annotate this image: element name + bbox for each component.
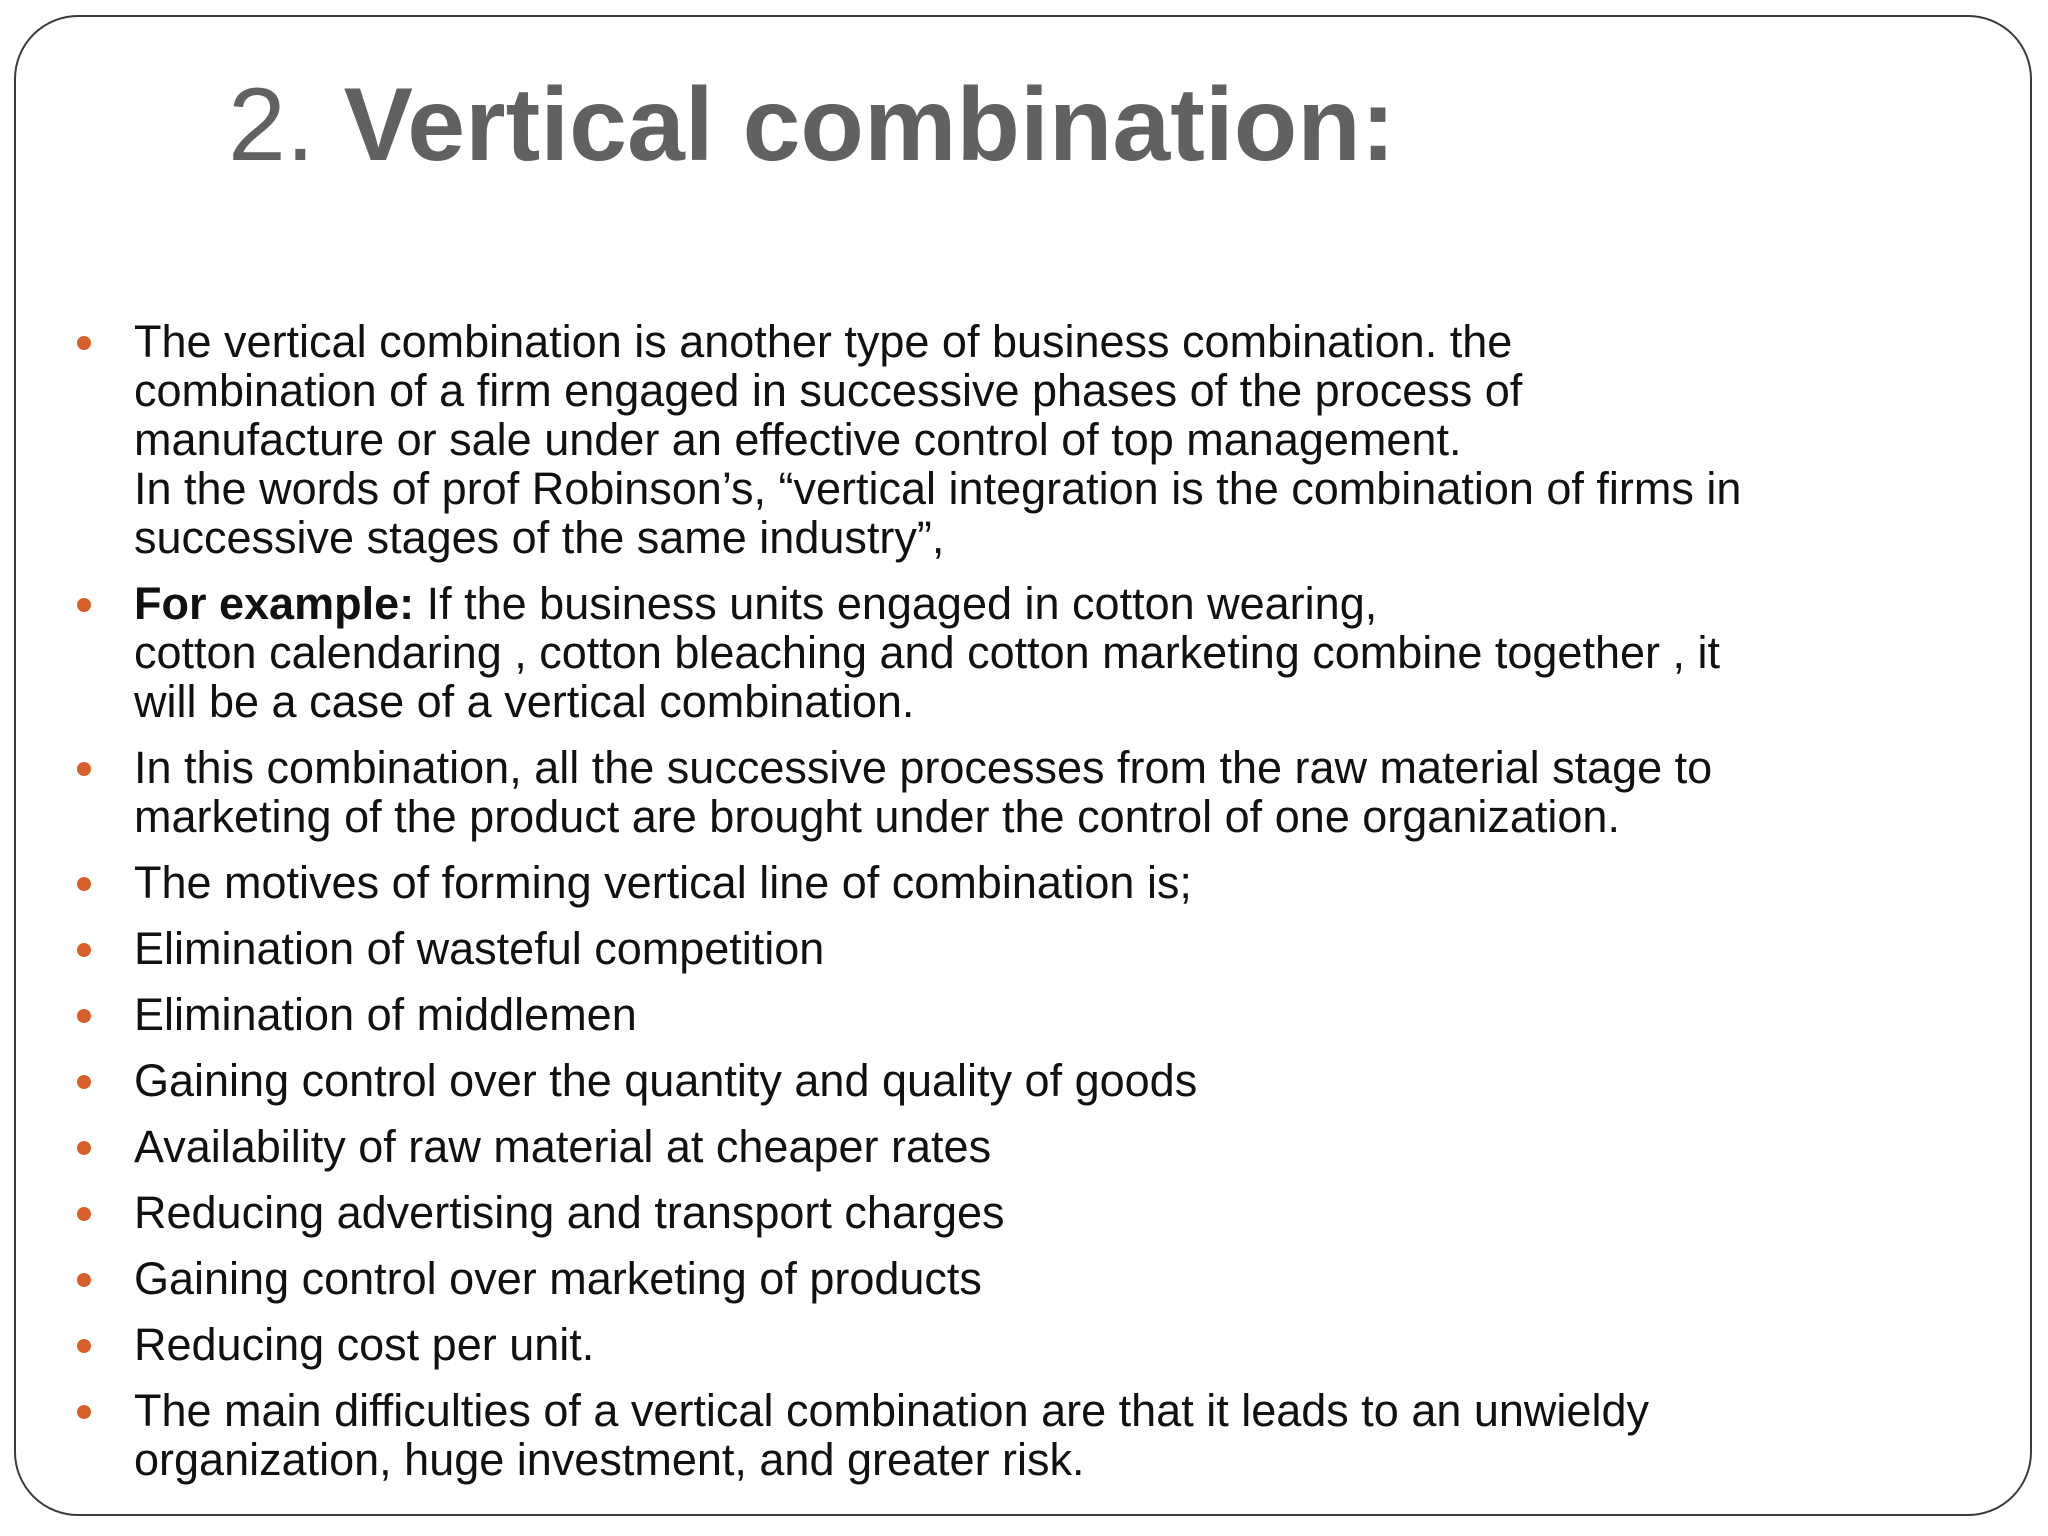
bullet-item	[16, 579, 2032, 726]
bullet-item	[16, 1386, 2032, 1484]
bullet-line: Elimination of middlemen	[134, 989, 637, 1040]
bullet-dot-icon	[77, 1141, 91, 1155]
bullet-line: successive stages of the same industry”,	[134, 512, 945, 563]
bullet-line: manufacture or sale under an effective control of top management.	[134, 414, 1462, 465]
title-main: Vertical combination:	[343, 67, 1396, 183]
bullet-line: The motives of forming vertical line of combination is;	[134, 857, 1192, 908]
bullet-dot-icon	[77, 1009, 91, 1023]
bullet-dot-icon	[77, 943, 91, 957]
bullet-line: organization, huge investment, and greater risk.	[134, 1434, 1085, 1485]
bullet-dot-icon	[77, 1405, 91, 1419]
bullet-line: In the words of prof Robinson’s, “vertical integration is the combination of firms in	[134, 463, 1742, 514]
title-number: 2.	[228, 67, 344, 183]
bullet-dot-icon	[77, 877, 91, 891]
bullet-line: Elimination of wasteful competition	[134, 923, 825, 974]
bullet-line: Gaining control over the quantity and quality of goods	[134, 1055, 1198, 1106]
bullet-dot-icon	[77, 1339, 91, 1353]
bullet-line: Gaining control over marketing of products	[134, 1253, 982, 1304]
bullet-dot-icon	[77, 762, 91, 776]
bullet-line: combination of a firm engaged in successive phases of the process of	[134, 365, 1523, 416]
bullet-dot-icon	[77, 598, 91, 612]
bullet-line	[134, 579, 1994, 628]
bullet-line: In this combination, all the successive processes from the raw material stage to	[134, 742, 1713, 793]
slide-title	[228, 63, 1395, 187]
bullet-dot-icon	[77, 1273, 91, 1287]
bullet-line: Reducing cost per unit.	[134, 1319, 595, 1370]
example-lead: For example:	[134, 578, 415, 629]
slide-frame	[14, 15, 2032, 1516]
bullet-item	[16, 1188, 2032, 1237]
bullet-line: will be a case of a vertical combination.	[134, 676, 915, 727]
bullet-dot-icon	[77, 1075, 91, 1089]
bullet-line: Reducing advertising and transport charges	[134, 1187, 1005, 1238]
bullet-list	[16, 317, 2032, 1501]
bullet-item	[16, 990, 2032, 1039]
bullet-item	[16, 1122, 2032, 1171]
bullet-item	[16, 858, 2032, 907]
bullet-dot-icon	[77, 1207, 91, 1221]
bullet-item	[16, 1056, 2032, 1105]
bullet-item	[16, 743, 2032, 841]
bullet-item	[16, 1320, 2032, 1369]
bullet-line: Availability of raw material at cheaper rates	[134, 1121, 992, 1172]
bullet-line: The vertical combination is another type of business combination. the	[134, 316, 1513, 367]
bullet-line: marketing of the product are brought under the control of one organization.	[134, 791, 1620, 842]
bullet-line: The main difficulties of a vertical combination are that it leads to an unwieldy	[134, 1385, 1649, 1436]
bullet-item	[16, 1254, 2032, 1303]
bullet-line: cotton calendaring , cotton bleaching and cotton marketing combine together , it	[134, 627, 1720, 678]
bullet-dot-icon	[77, 336, 91, 350]
bullet-item	[16, 317, 2032, 562]
bullet-line-text: If the business units engaged in cotton wearing,	[414, 578, 1378, 629]
bullet-item	[16, 924, 2032, 973]
